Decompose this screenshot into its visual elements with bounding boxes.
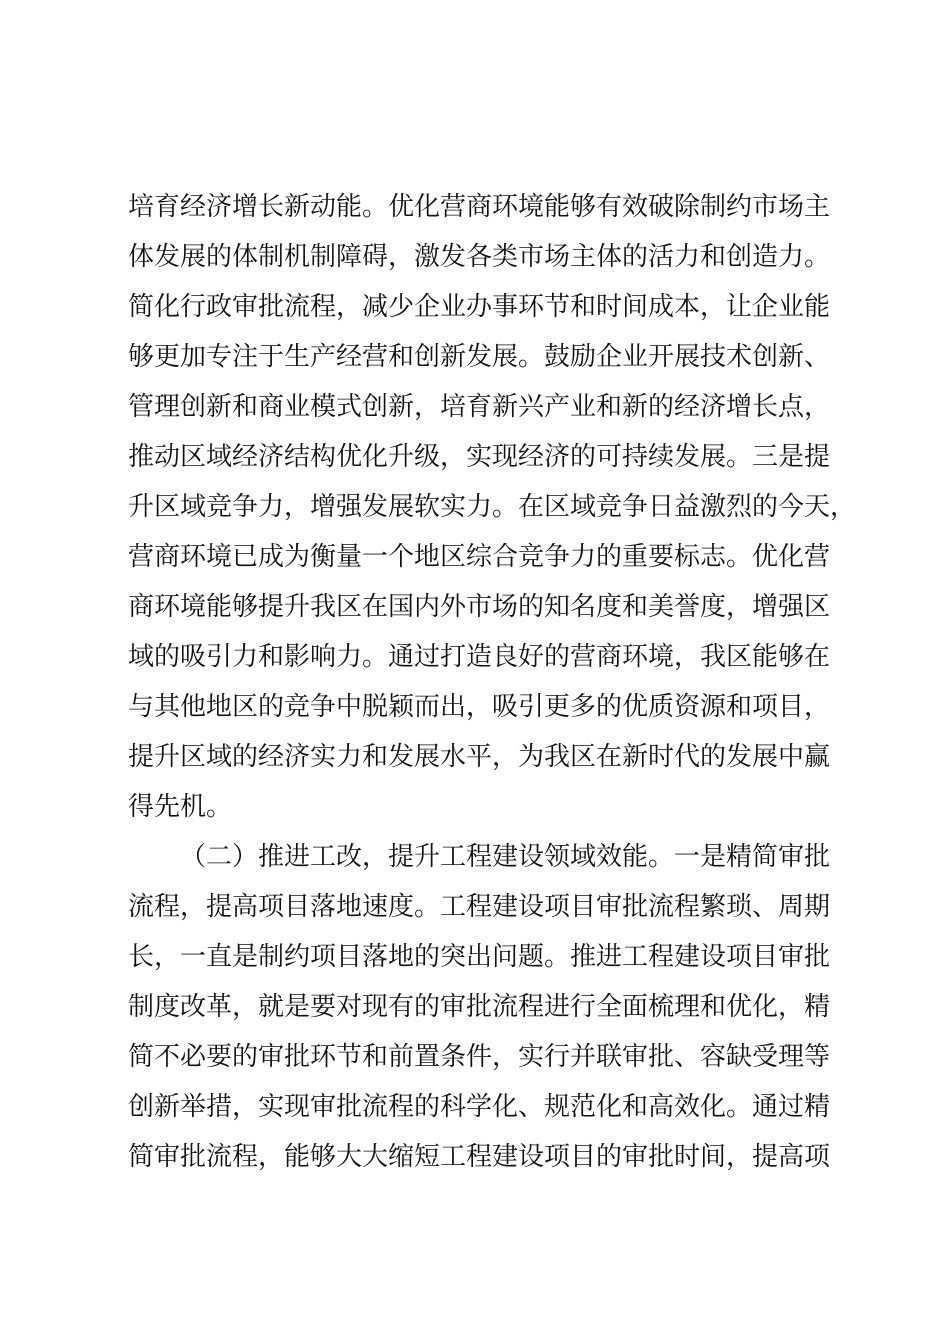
body-text bbox=[128, 182, 857, 1182]
text-line: 与其他地区的竞争中脱颖而出，吸引更多的优质资源和项目， bbox=[128, 692, 831, 722]
text-line: 简化行政审批流程，减少企业办事环节和时间成本，让企业能 bbox=[128, 292, 831, 322]
text-line: 长，一直是制约项目落地的突出问题。推进工程建设项目审批 bbox=[128, 942, 831, 972]
text-line: 管理创新和商业模式创新，培育新兴产业和新的经济增长点， bbox=[128, 392, 831, 422]
text-line: 创新举措，实现审批流程的科学化、规范化和高效化。通过精 bbox=[128, 1092, 831, 1122]
text-line: 简审批流程，能够大大缩短工程建设项目的审批时间，提高项 bbox=[128, 1142, 831, 1172]
text-line: 够更加专注于生产经营和创新发展。鼓励企业开展技术创新、 bbox=[128, 342, 831, 372]
text-line: 提升区域的经济实力和发展水平，为我区在新时代的发展中赢 bbox=[128, 742, 831, 772]
text-line: 简不必要的审批环节和前置条件，实行并联审批、容缺受理等 bbox=[128, 1042, 831, 1072]
text-line: （二）推进工改，提升工程建设领域效能。一是精简审批 bbox=[180, 842, 831, 872]
text-line: 域的吸引力和影响力。通过打造良好的营商环境，我区能够在 bbox=[128, 642, 831, 672]
text-line: 推动区域经济结构优化升级，实现经济的可持续发展。三是提 bbox=[128, 442, 831, 472]
text-line: 制度改革，就是要对现有的审批流程进行全面梳理和优化，精 bbox=[128, 992, 831, 1022]
text-line: 体发展的体制机制障碍，激发各类市场主体的活力和创造力。 bbox=[128, 242, 831, 272]
text-line: 培育经济增长新动能。优化营商环境能够有效破除制约市场主 bbox=[128, 192, 831, 222]
text-line: 营商环境已成为衡量一个地区综合竞争力的重要标志。优化营 bbox=[128, 542, 831, 572]
text-line: 升区域竞争力，增强发展软实力。在区域竞争日益激烈的今天， bbox=[128, 492, 857, 522]
text-line: 商环境能够提升我区在国内外市场的知名度和美誉度，增强区 bbox=[128, 592, 831, 622]
text-line: 得先机。 bbox=[128, 792, 233, 822]
text-line: 流程，提高项目落地速度。工程建设项目审批流程繁琐、周期 bbox=[128, 892, 831, 922]
